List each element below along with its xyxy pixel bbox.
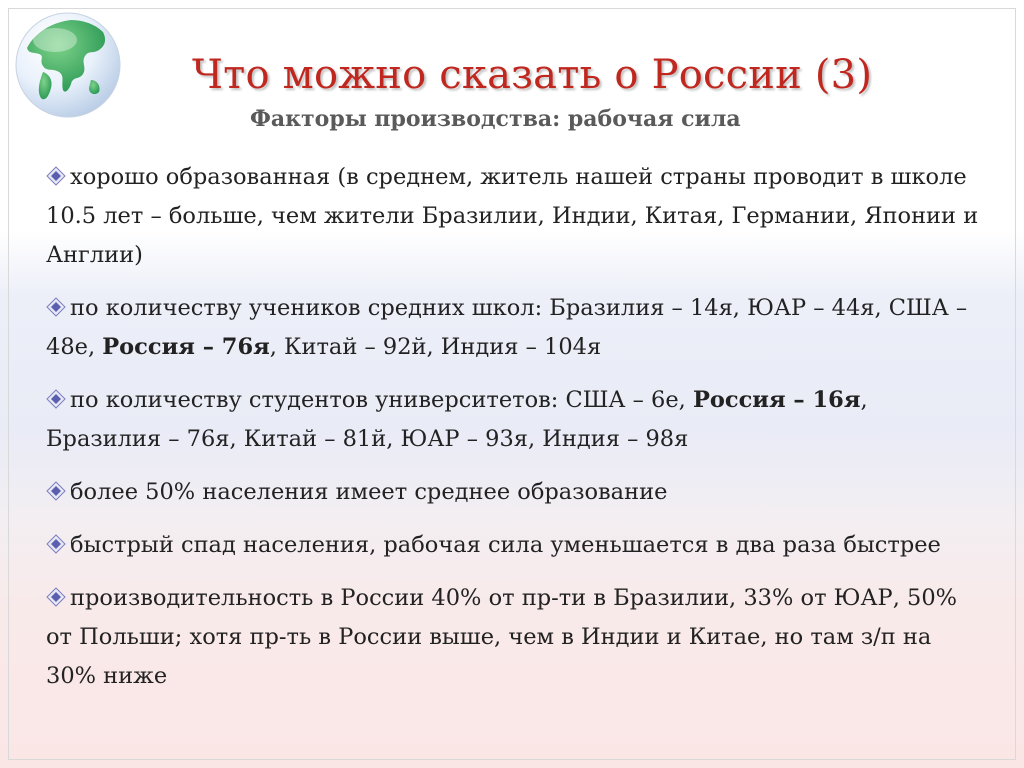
slide-title: Что можно сказать о России (3) (192, 52, 873, 98)
bullet-text-bold: Россия – 16я (692, 387, 861, 413)
bullet-text: хорошо образованная (в среднем, житель нашей страны проводит в школе 10.5 лет – больше, чем жители Бразилии, Индии, Китая, Германии, Японии и Англии) (46, 164, 979, 268)
bullet-text: по количеству учеников средних школ: Бразилия – 14я, ЮАР – 44я, США – 48е, (46, 295, 968, 360)
bullet-item (46, 289, 986, 367)
diamond-bullet-icon (46, 166, 66, 186)
bullet-item (46, 158, 986, 275)
globe-icon (13, 10, 123, 120)
diamond-bullet-icon (46, 297, 66, 317)
diamond-bullet-icon (46, 389, 66, 409)
bullet-text-bold: Россия – 76я (102, 334, 270, 360)
diamond-bullet-icon (46, 481, 66, 501)
bullet-text: более 50% населения имеет среднее образование (70, 479, 668, 505)
bullet-item (46, 579, 986, 696)
diamond-bullet-icon (46, 534, 66, 554)
bullet-item (46, 473, 986, 512)
slide-subtitle: Факторы производства: рабочая сила (250, 106, 741, 132)
bullet-text: , Бразилия – 76я, Китай – 81й, ЮАР – 93я, Индия – 98я (46, 387, 868, 452)
bullet-text: производительность в России 40% от пр-ти в Бразилии, 33% от ЮАР, 50% от Польши; хотя пр-ть в России выше, чем в Индии и Китае, но там з/п на 30% ниже (46, 585, 958, 689)
diamond-bullet-icon (46, 587, 66, 607)
bullet-text: по количеству студентов университетов: США – 6е, (70, 387, 693, 413)
bullet-item (46, 381, 986, 459)
bullet-list (46, 158, 986, 710)
bullet-text: быстрый спад населения, рабочая сила уменьшается в два раза быстрее (70, 532, 941, 558)
bullet-item (46, 526, 986, 565)
bullet-text: , Китай – 92й, Индия – 104я (269, 334, 602, 360)
